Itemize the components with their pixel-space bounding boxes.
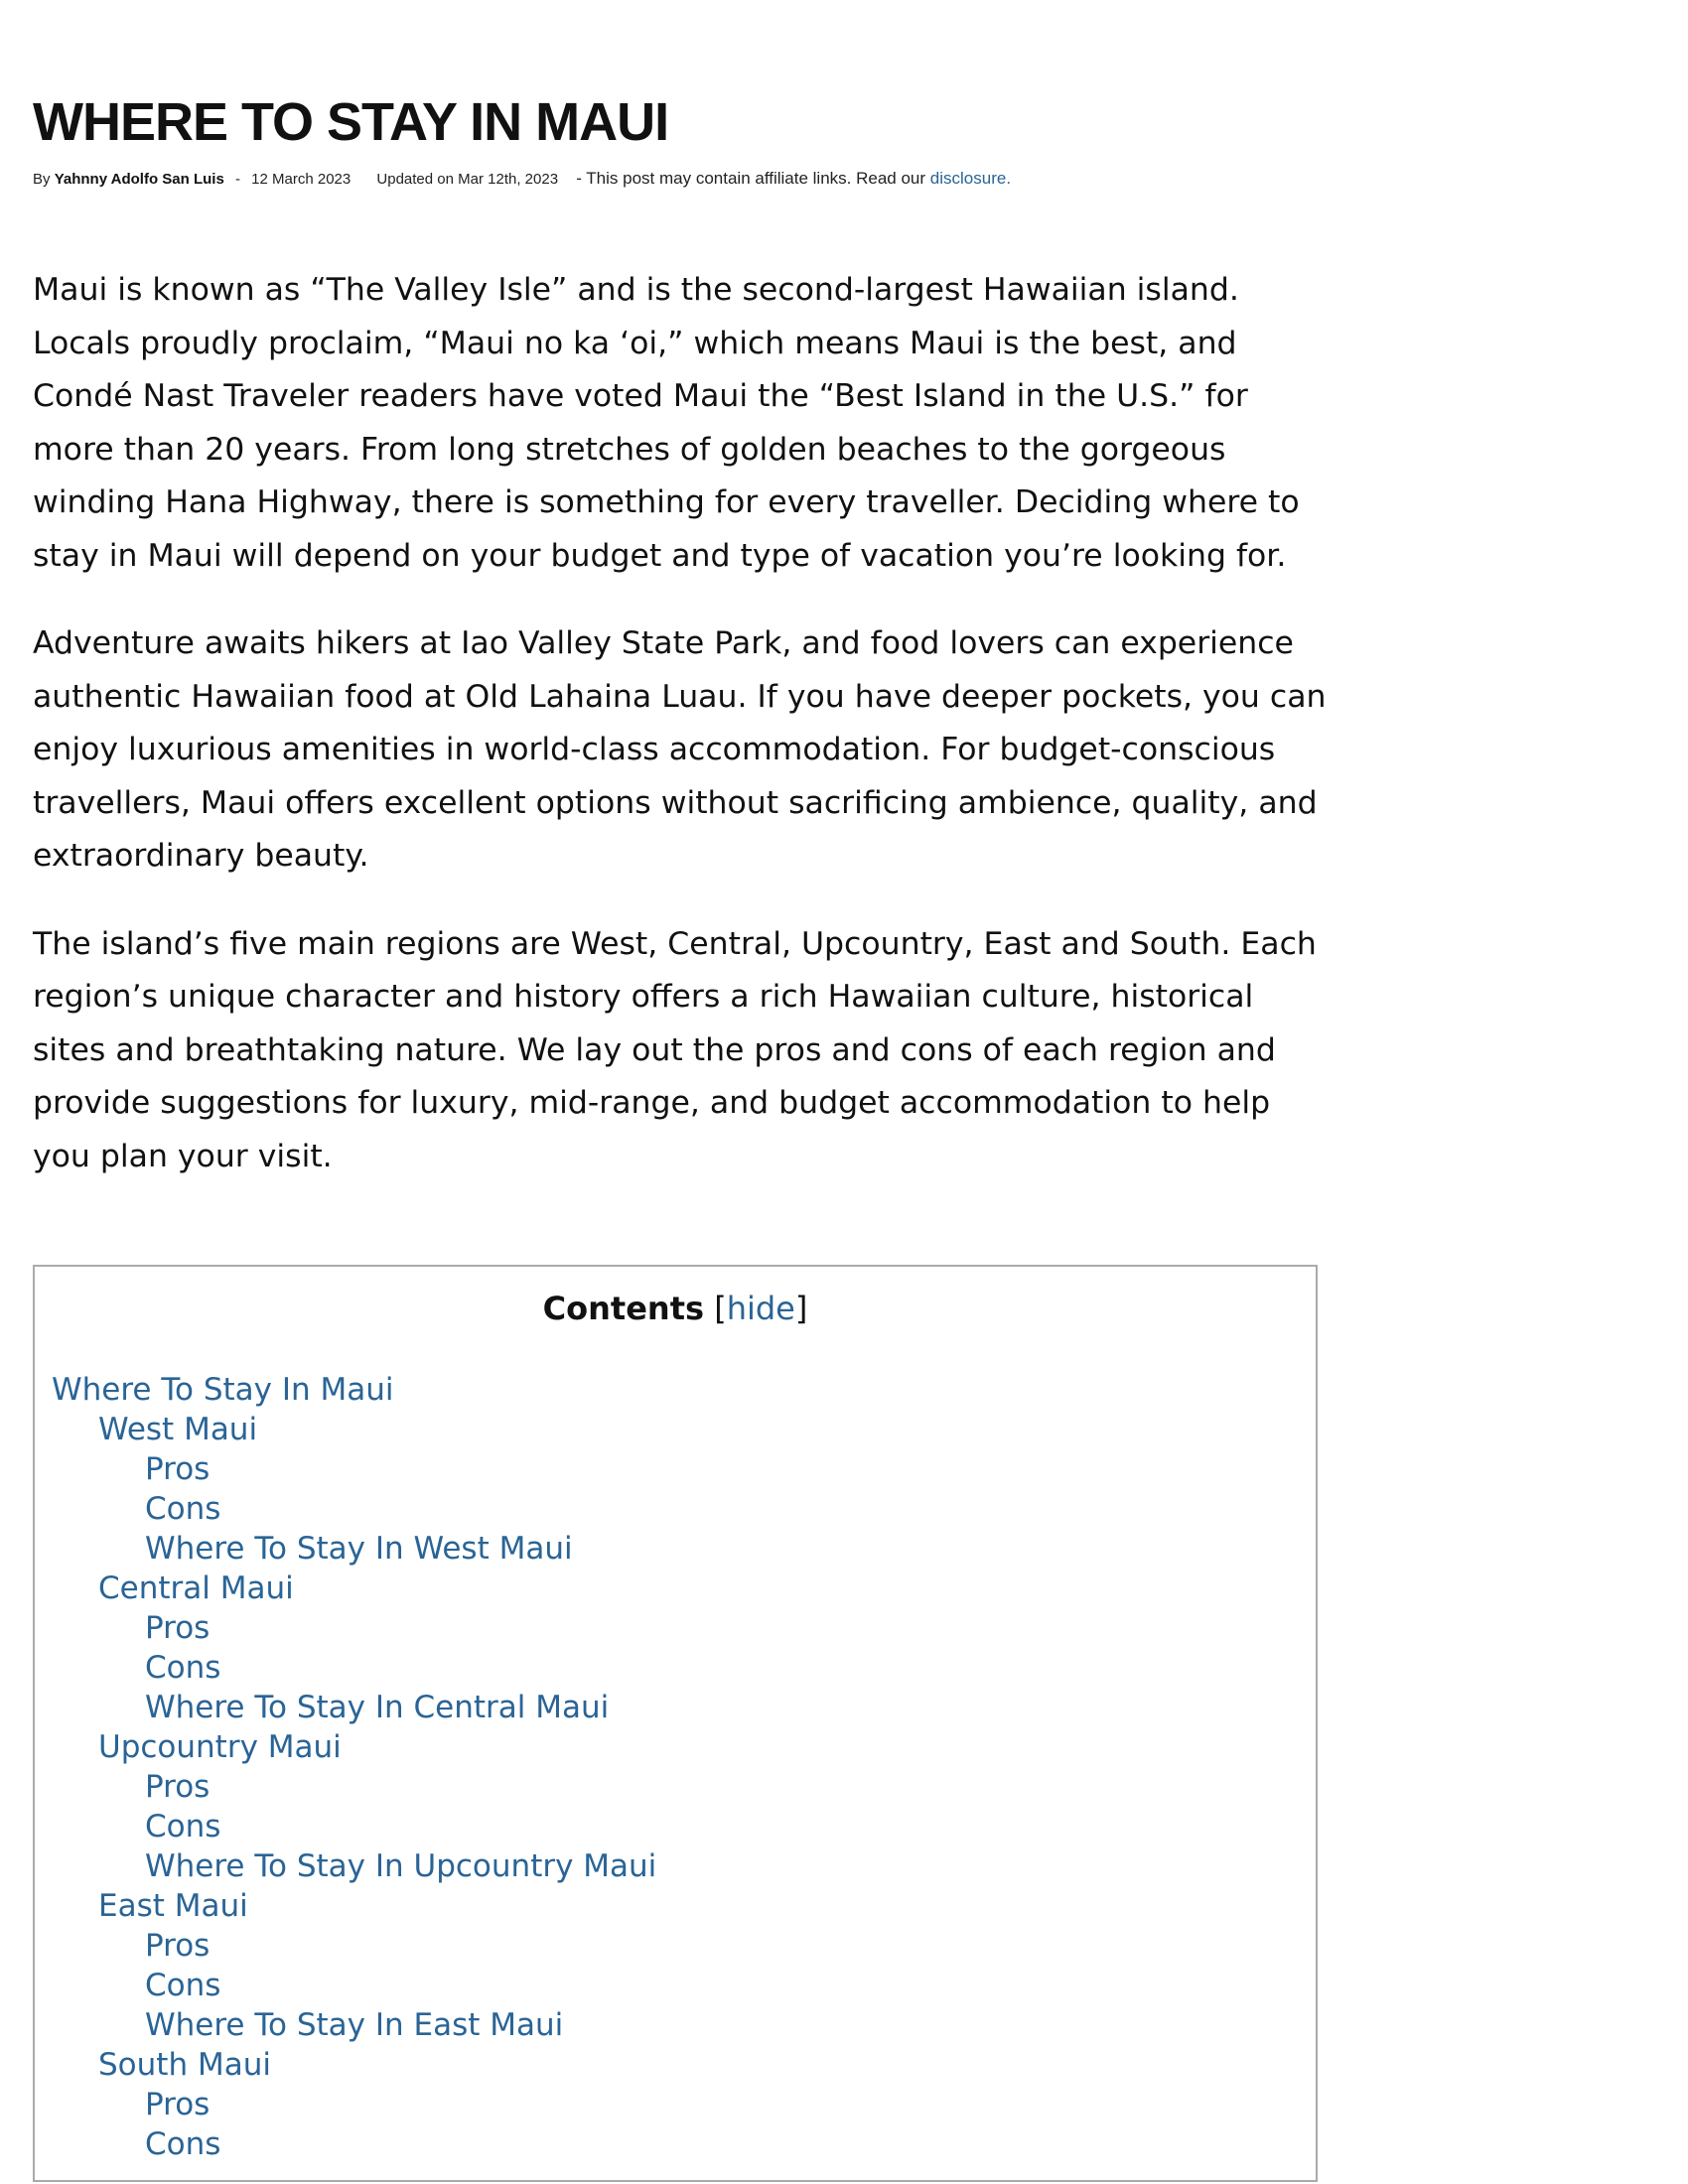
- toc-link-east-cons[interactable]: Cons: [145, 1968, 221, 2003]
- toc-item: [52, 1608, 656, 1648]
- toc-item: [52, 1807, 656, 1846]
- toc-hide-link[interactable]: hide: [726, 1290, 795, 1327]
- toc-list: [52, 1370, 656, 2164]
- toc-item: [52, 2124, 656, 2164]
- toc-item: [52, 2005, 656, 2045]
- toc-bracket-close: ]: [794, 1290, 808, 1327]
- updated-date: Updated on Mar 12th, 2023: [376, 171, 559, 188]
- toc-link-where-to-stay-in-maui[interactable]: Where To Stay In Maui: [52, 1372, 394, 1408]
- paragraph-regions: The island’s five main regions are West, Central, Upcountry, East and South. Each region’s unique character and history offers a rich Hawaiian culture, historical sites and breathtaking nature. We lay out the pros and cons of each region and provide suggestions for luxury, mid-range, and budget accommodation to help you plan your visit.: [33, 925, 1317, 1174]
- publish-date: 12 March 2023: [251, 171, 352, 188]
- toc-link-central-maui[interactable]: Central Maui: [98, 1570, 294, 1606]
- affiliate-text: - This post may contain affiliate links. Read our: [576, 169, 926, 188]
- toc-item: [52, 1410, 656, 1449]
- toc-item: [52, 1886, 656, 1926]
- toc-item: [52, 1688, 656, 1727]
- toc-item: [52, 1489, 656, 1529]
- toc-link-central-cons[interactable]: Cons: [145, 1650, 221, 1686]
- toc-item: [52, 1966, 656, 2005]
- toc-item: [52, 1370, 656, 1410]
- paragraph-intro: Maui is known as “The Valley Isle” and is the second-largest Hawaiian island. Locals proudly proclaim, “Maui no ka ‘oi,” which means Maui is the best, and Condé Nast Traveler readers have voted Maui the “Best Island in the U.S.” for more than 20 years. From long stretches of golden beaches to the gorgeous winding Hana Highway, there is something for every traveller. Deciding where to stay in Maui will depend on your budget and type of vacation you’re looking for.: [33, 272, 1300, 574]
- toc-link-south-maui[interactable]: South Maui: [98, 2047, 271, 2083]
- toc-item: [52, 1727, 656, 1767]
- author-link[interactable]: Yahnny Adolfo San Luis: [54, 171, 224, 188]
- toc-link-upcountry-maui[interactable]: Upcountry Maui: [98, 1729, 342, 1765]
- by-label: By: [33, 171, 51, 188]
- toc-item: [52, 1846, 656, 1886]
- toc-link-east-pros[interactable]: Pros: [145, 1928, 211, 1964]
- toc-link-central-pros[interactable]: Pros: [145, 1610, 211, 1646]
- toc-link-where-to-stay-upcountry[interactable]: Where To Stay In Upcountry Maui: [145, 1848, 657, 1884]
- toc-link-east-maui[interactable]: East Maui: [98, 1888, 248, 1924]
- toc-item: [52, 1767, 656, 1807]
- toc-link-west-pros[interactable]: Pros: [145, 1451, 211, 1487]
- toc-item: [52, 1648, 656, 1688]
- disclosure-link[interactable]: disclosure.: [929, 169, 1012, 188]
- article-body: [33, 264, 1334, 1218]
- toc-link-south-pros[interactable]: Pros: [145, 2087, 211, 2122]
- table-of-contents: [33, 1265, 1318, 2182]
- toc-link-where-to-stay-central[interactable]: Where To Stay In Central Maui: [145, 1690, 610, 1725]
- toc-item: [52, 1569, 656, 1608]
- toc-link-south-cons[interactable]: Cons: [145, 2126, 221, 2162]
- toc-header: [35, 1290, 1316, 1327]
- affiliate-notice: [576, 169, 1011, 188]
- toc-link-west-cons[interactable]: Cons: [145, 1491, 221, 1527]
- toc-link-upcountry-cons[interactable]: Cons: [145, 1809, 221, 1844]
- toc-title: Contents: [542, 1290, 705, 1327]
- toc-item: [52, 1449, 656, 1489]
- toc-item: [52, 1926, 656, 1966]
- toc-link-where-to-stay-west[interactable]: Where To Stay In West Maui: [145, 1531, 573, 1567]
- post-meta: [33, 169, 1011, 189]
- toc-item: [52, 1529, 656, 1569]
- toc-link-upcountry-pros[interactable]: Pros: [145, 1769, 211, 1805]
- toc-item: [52, 2085, 656, 2124]
- paragraph-adventure: Adventure awaits hikers at Iao Valley State Park, and food lovers can experience authentic Hawaiian food at Old Lahaina Luau. If you have deeper pockets, you can enjoy luxurious amenities in world-class accommodation. For budget-conscious travellers, Maui offers excellent options without sacrificing ambience, quality, and extraordinary beauty.: [33, 625, 1327, 874]
- toc-link-where-to-stay-east[interactable]: Where To Stay In East Maui: [145, 2007, 564, 2043]
- toc-item: [52, 2045, 656, 2085]
- toc-link-west-maui[interactable]: West Maui: [98, 1412, 258, 1447]
- toc-bracket-open: [: [714, 1290, 727, 1327]
- page-title: WHERE TO STAY IN MAUI: [33, 92, 669, 152]
- meta-separator: -: [234, 171, 240, 188]
